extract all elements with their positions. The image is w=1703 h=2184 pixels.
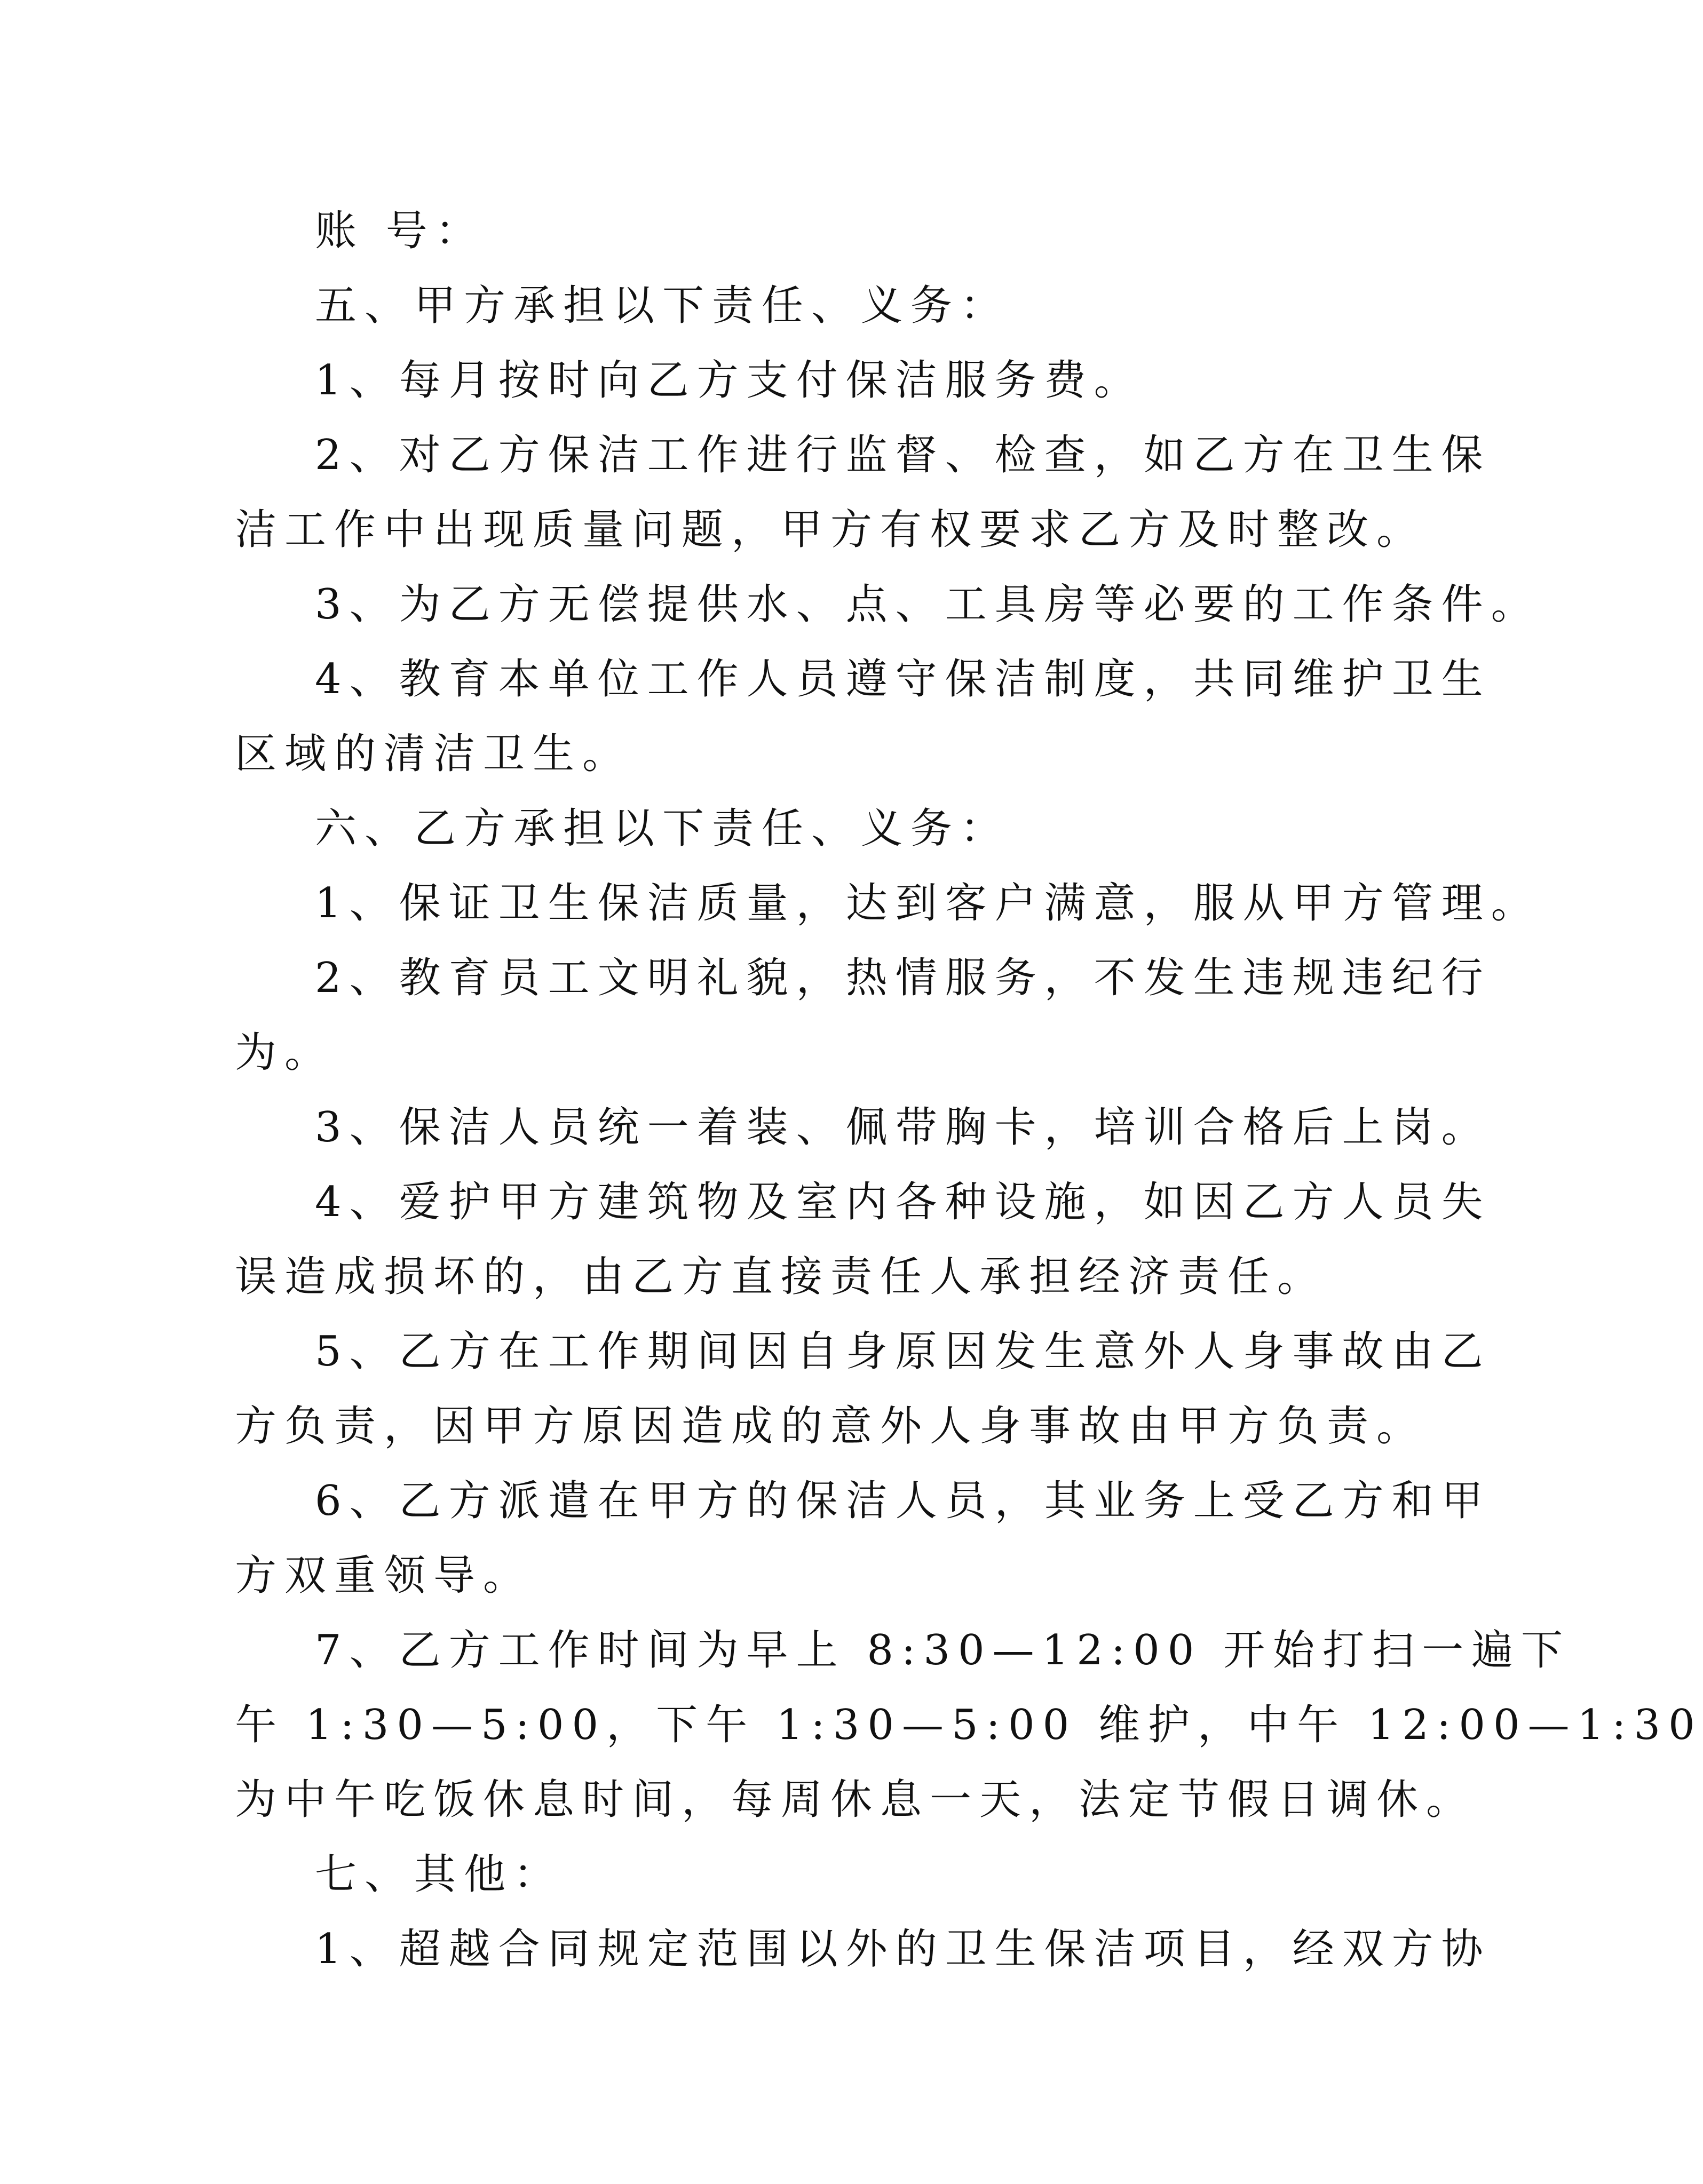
clause-5-2-line-2: 洁工作中出现质量问题，甲方有权要求乙方及时整改。 xyxy=(235,506,1427,554)
clause-6-7-line-3: 为中午吃饭休息时间，每周休息一天，法定节假日调休。 xyxy=(235,1776,1476,1824)
clause-6-7-line-1: 7、乙方工作时间为早上 8:30—12:00 开始打扫一遍下 xyxy=(315,1626,1571,1674)
clause-5-1: 1、每月按时向乙方支付保洁服务费。 xyxy=(315,356,1144,404)
section-five-heading: 五、甲方承担以下责任、义务： xyxy=(315,282,1010,330)
clause-6-6-line-2: 方双重领导。 xyxy=(235,1552,533,1600)
clause-6-3: 3、保洁人员统一着装、佩带胸卡，培训合格后上岗。 xyxy=(315,1103,1491,1151)
account-number-line: 账 号： xyxy=(315,207,485,255)
clause-6-4-line-2: 误造成损坏的，由乙方直接责任人承担经济责任。 xyxy=(235,1253,1327,1301)
clause-6-7-line-2: 午 1:30—5:00，下午 1:30—5:00 维护，中午 12:00—1:30 xyxy=(235,1701,1703,1749)
clause-6-2-line-2: 为。 xyxy=(235,1029,335,1077)
section-six-heading: 六、乙方承担以下责任、义务： xyxy=(315,805,1010,853)
clause-5-4-line-1: 4、教育本单位工作人员遵守保洁制度，共同维护卫生 xyxy=(315,655,1491,703)
clause-6-5-line-2: 方负责，因甲方原因造成的意外人身事故由甲方负责。 xyxy=(235,1402,1427,1450)
clause-5-2-line-1: 2、对乙方保洁工作进行监督、检查，如乙方在卫生保 xyxy=(315,431,1491,479)
clause-6-2-line-1: 2、教育员工文明礼貌，热情服务，不发生违规违纪行 xyxy=(315,954,1491,1002)
clause-6-1: 1、保证卫生保洁质量，达到客户满意，服从甲方管理。 xyxy=(315,879,1541,927)
clause-7-1-line-1: 1、超越合同规定范围以外的卫生保洁项目，经双方协 xyxy=(315,1925,1491,1973)
section-seven-heading: 七、其他： xyxy=(315,1851,564,1899)
clause-5-3: 3、为乙方无偿提供水、点、工具房等必要的工作条件。 xyxy=(315,581,1541,629)
clause-6-6-line-1: 6、乙方派遣在甲方的保洁人员，其业务上受乙方和甲 xyxy=(315,1477,1491,1525)
clause-6-4-line-1: 4、爱护甲方建筑物及室内各种设施，如因乙方人员失 xyxy=(315,1178,1491,1226)
clause-5-4-line-2: 区域的清洁卫生。 xyxy=(235,730,632,778)
clause-6-5-line-1: 5、乙方在工作期间因自身原因发生意外人身事故由乙 xyxy=(315,1328,1491,1376)
